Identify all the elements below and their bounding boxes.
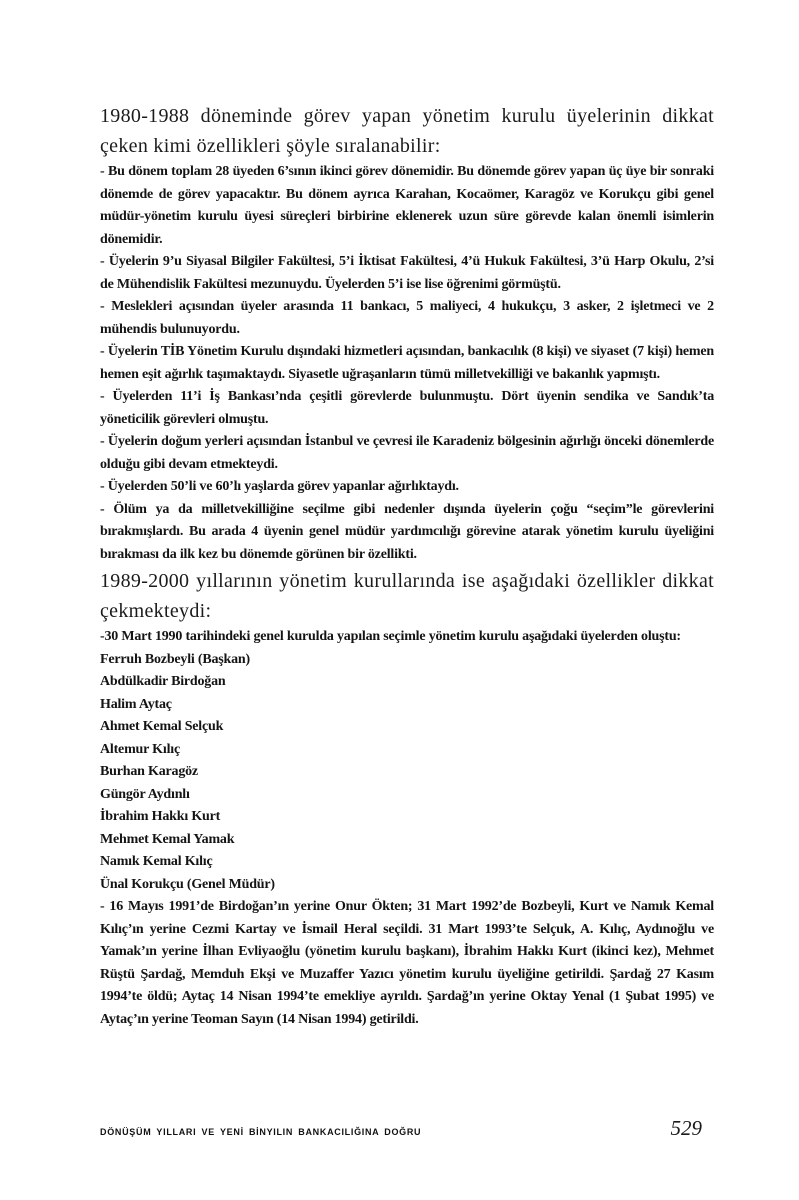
bullet-item: - Meslekleri açısından üyeler arasında 11 bankacı, 5 maliyeci, 4 hukukçu, 3 asker, 2 işletmeci ve 2 mühendis bulunuyordu. — [100, 299, 714, 337]
page-footer — [100, 1116, 714, 1141]
bullet-item: - Üyelerin doğum yerleri açısından İstanbul ve çevresi ile Karadeniz bölgesinin ağırlığı önceki dönemlerde olduğu gibi devam etmekteydi. — [100, 434, 714, 472]
board-member-name: Mehmet Kemal Yamak — [100, 831, 235, 847]
section-heading-1989-2000: 1989-2000 yıllarının yönetim kurullarında ise aşağıdaki özellikler dikkat çekmekteydi: — [100, 570, 714, 622]
board-member-name: Ahmet Kemal Selçuk — [100, 719, 224, 734]
bullet-item: - Üyelerden 11’i İş Bankası’nda çeşitli görevlerde bulunmuştu. Dört üyenin sendika ve Sandık’ta yöneticilik görevleri olmuştu. — [100, 389, 714, 427]
bullet-item: - Ölüm ya da milletvekilliğine seçilme gibi nedenler dışında üyelerin çoğu “seçim”le görevlerini bırakmışlardı. Bu arada 4 üyenin genel müdür yardımcılığı görevine atarak yönetim kurulu üyeliğini bırakması da ilk kez bu dönemde görünen bir özellikti. — [100, 501, 714, 562]
page-content — [100, 101, 714, 1031]
section-heading-1980-1988: 1980-1988 döneminde görev yapan yönetim kurulu üyelerinin dikkat çeken kimi özellikleri şöyle sıralanabilir: — [100, 105, 714, 157]
bullet-item: - Üyelerin 9’u Siyasal Bilgiler Fakültesi, 5’i İktisat Fakültesi, 4’ü Hukuk Fakültesi, 3’ü Harp Okulu, 2’si de Mühendislik Fakültesi mezunuydu. Üyelerden 5’i ise lise öğrenimi görmüştü. — [100, 254, 714, 292]
board-election-intro: -30 Mart 1990 tarihindeki genel kurulda yapılan seçimle yönetim kurulu aşağıdaki üyelerden oluştu: — [100, 629, 681, 644]
board-member-name: Güngör Aydınlı — [100, 786, 190, 802]
board-member-name: Ferruh Bozbeyli (Başkan) — [100, 651, 250, 667]
bullet-item: - Bu dönem toplam 28 üyeden 6’sının ikinci görev dönemidir. Bu dönemde görev yapan üç üye bir sonraki dönemde de görev yapacaktır. Bu dönem ayrıca Karahan, Kocaömer, Karagöz ve Korukçu gibi genel müdür-yönetim kurulu üyesi süreçleri birbirine eklenerek uzun süre görevde kalan önemli isimlerin dönemidir. — [100, 164, 714, 247]
board-member-name: Ünal Korukçu (Genel Müdür) — [100, 876, 275, 892]
board-member-name: Abdülkadir Birdoğan — [100, 674, 226, 689]
bullet-item: - Üyelerden 50’li ve 60’lı yaşlarda görev yapanlar ağırlıktaydı. — [100, 479, 459, 494]
board-member-name: İbrahim Hakkı Kurt — [100, 809, 221, 824]
board-member-name: Burhan Karagöz — [100, 764, 198, 779]
bullet-item: - Üyelerin TİB Yönetim Kurulu dışındaki hizmetleri açısından, bankacılık (8 kişi) ve siyaset (7 kişi) hemen hemen eşit ağırlık taşımaktaydı. Siyasetle uğraşanların tümü milletvekilliği ve bakanlık yapmıştı. — [100, 344, 714, 382]
running-title: DÖNÜŞÜM YILLARI VE YENİ BİNYILIN BANKACILIĞINA DOĞRU — [100, 1127, 422, 1137]
board-member-name: Halim Aytaç — [100, 696, 172, 712]
board-changes-paragraph: - 16 Mayıs 1991’de Birdoğan’ın yerine Onur Ökten; 31 Mart 1992’de Bozbeyli, Kurt ve Namık Kemal Kılıç’ın yerine Cezmi Kartay ve İsmail Heral seçildi. 31 Mart 1993’te Selçuk, A. Kılıç, Aydınoğlu ve Yamak’ın yerine İlhan Evliyaoğlu (yönetim kurulu başkanı), İbrahim Hakkı Kurt (ikinci kez), Mehmet Rüştü Şardağ, Memduh Ekşi ve Muzaffer Yazıcı yönetim kurulu üyeliğine getirildi. Şardağ 27 Kasım 1994’te öldü; Aytaç 14 Nisan 1994’te emekliye ayrıldı. Şardağ’ın yerine Oktay Yenal (1 Şubat 1995) ve Aytaç’ın yerine Teoman Sayın (14 Nisan 1994) getirildi. — [100, 899, 714, 1027]
page-number: 529 — [670, 1116, 702, 1140]
board-members-list — [100, 649, 714, 897]
bullet-list-1980-1988 — [100, 161, 714, 566]
board-member-name: Namık Kemal Kılıç — [100, 854, 213, 869]
board-member-name: Altemur Kılıç — [100, 741, 180, 757]
